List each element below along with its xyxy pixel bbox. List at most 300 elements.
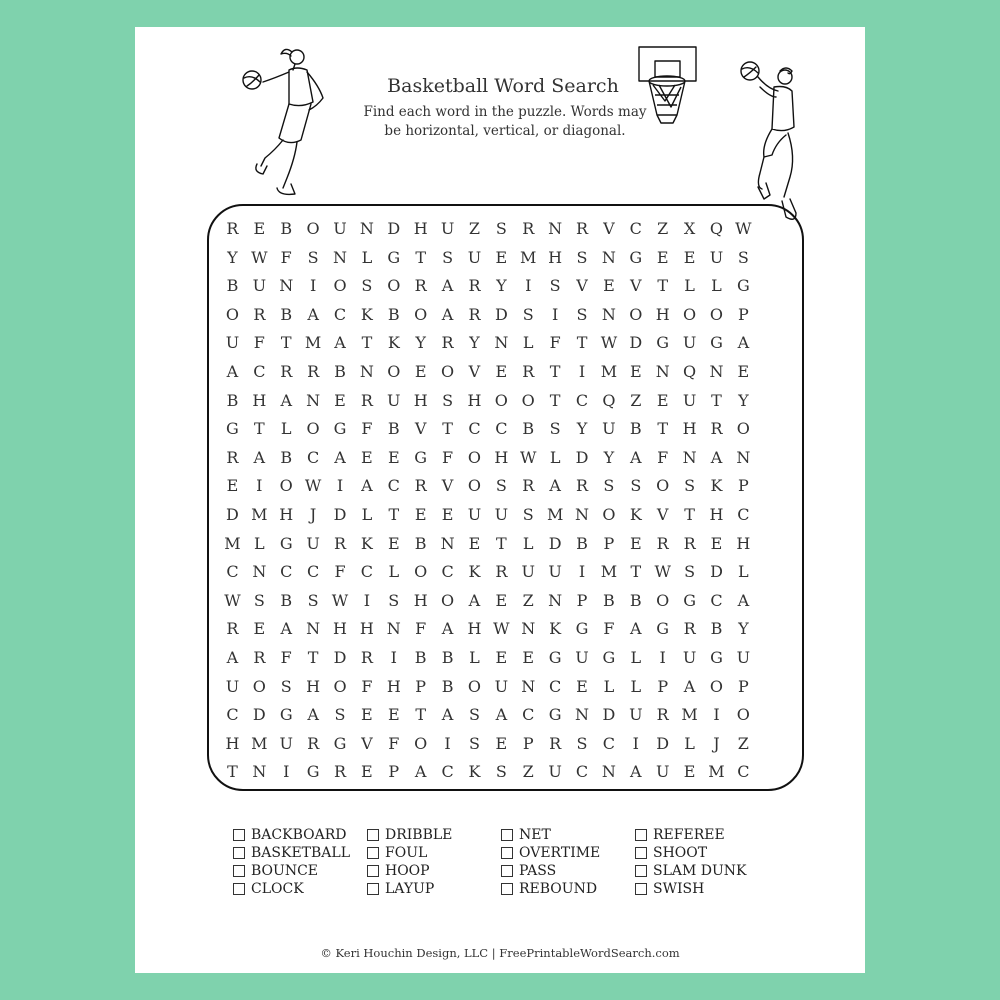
grid-letter[interactable]: H xyxy=(736,533,751,553)
grid-letter[interactable]: R xyxy=(226,219,239,238)
grid-letter[interactable]: A xyxy=(280,390,292,410)
grid-letter[interactable]: A xyxy=(307,705,319,725)
grid-letter[interactable]: E xyxy=(495,590,508,610)
grid-letter[interactable]: E xyxy=(414,504,427,524)
grid-letter[interactable]: C xyxy=(387,476,400,496)
grid-letter[interactable]: O xyxy=(467,476,482,496)
grid-letter[interactable]: R xyxy=(333,762,347,782)
grid-letter[interactable]: E xyxy=(495,647,508,667)
grid-letter[interactable]: V xyxy=(468,361,481,381)
grid-letter[interactable]: P xyxy=(388,762,400,782)
grid-letter[interactable]: P xyxy=(415,676,427,696)
grid-letter[interactable]: S xyxy=(576,247,588,267)
word-item[interactable] xyxy=(501,880,635,898)
grid-letter[interactable]: O xyxy=(736,419,750,439)
word-item[interactable] xyxy=(233,880,367,898)
grid-letter[interactable]: U xyxy=(548,562,562,582)
grid-letter[interactable]: G xyxy=(710,333,723,353)
grid-letter[interactable]: R xyxy=(522,219,535,238)
grid-letter[interactable]: M xyxy=(600,562,618,582)
grid-letter[interactable]: C xyxy=(602,733,616,753)
grid-letter[interactable]: C xyxy=(468,419,481,439)
grid-letter[interactable]: L xyxy=(684,276,695,296)
grid-letter[interactable]: G xyxy=(333,733,347,753)
grid-letter[interactable]: G xyxy=(656,619,670,639)
grid-letter[interactable]: N xyxy=(521,676,536,696)
grid-letter[interactable]: A xyxy=(495,705,508,725)
grid-letter[interactable]: H xyxy=(279,504,294,524)
grid-letter[interactable]: R xyxy=(495,562,508,582)
grid-letter[interactable]: O xyxy=(225,304,239,324)
grid-letter[interactable]: U xyxy=(225,676,240,696)
grid-letter[interactable]: G xyxy=(683,590,696,610)
grid-letter[interactable]: G xyxy=(736,276,750,296)
grid-letter[interactable]: P xyxy=(576,590,588,610)
grid-letter[interactable]: D xyxy=(710,562,723,582)
grid-letter[interactable]: Z xyxy=(657,219,669,238)
grid-letter[interactable]: C xyxy=(280,562,293,582)
grid-letter[interactable]: O xyxy=(414,733,428,753)
grid-letter[interactable]: Z xyxy=(522,590,534,610)
grid-letter[interactable]: B xyxy=(441,676,454,696)
grid-letter[interactable]: A xyxy=(441,619,454,639)
grid-letter[interactable]: N xyxy=(601,247,616,267)
grid-letter[interactable]: F xyxy=(603,619,615,639)
grid-letter[interactable]: Y xyxy=(469,333,480,353)
word-item[interactable] xyxy=(635,862,769,880)
grid-letter[interactable]: F xyxy=(442,447,454,467)
grid-letter[interactable]: G xyxy=(710,647,723,667)
grid-letter[interactable]: F xyxy=(549,333,561,353)
grid-letter[interactable]: A xyxy=(683,676,696,696)
grid-letter[interactable]: B xyxy=(710,619,723,639)
grid-letter[interactable]: M xyxy=(600,361,618,381)
grid-letter[interactable]: Y xyxy=(576,419,588,439)
grid-letter[interactable]: N xyxy=(601,304,616,324)
grid-letter[interactable]: D xyxy=(494,304,508,324)
grid-letter[interactable]: M xyxy=(251,504,268,524)
grid-letter[interactable]: R xyxy=(307,361,320,381)
grid-letter[interactable]: O xyxy=(709,676,724,696)
grid-letter[interactable]: U xyxy=(602,419,616,439)
grid-letter[interactable]: S xyxy=(307,590,319,610)
grid-letter[interactable]: N xyxy=(709,361,724,381)
grid-letter[interactable]: H xyxy=(413,390,428,410)
grid-letter[interactable]: E xyxy=(361,705,373,725)
grid-letter[interactable]: Z xyxy=(737,733,749,753)
grid-letter[interactable]: N xyxy=(575,504,590,524)
grid-letter[interactable]: L xyxy=(522,533,534,553)
grid-letter[interactable]: E xyxy=(334,390,346,410)
grid-letter[interactable]: Y xyxy=(738,619,749,639)
grid-letter[interactable]: H xyxy=(386,676,401,696)
grid-letter[interactable]: R xyxy=(414,476,427,496)
grid-letter[interactable]: N xyxy=(494,333,509,353)
grid-letter[interactable]: M xyxy=(251,733,268,753)
grid-letter[interactable]: H xyxy=(413,219,428,238)
grid-letter[interactable]: B xyxy=(226,390,239,410)
grid-letter[interactable]: G xyxy=(279,705,293,725)
grid-letter[interactable]: D xyxy=(252,705,266,725)
grid-letter[interactable]: U xyxy=(682,390,697,410)
word-item[interactable] xyxy=(635,826,769,844)
grid-letter[interactable]: O xyxy=(629,304,643,324)
grid-letter[interactable]: G xyxy=(306,762,320,782)
checkbox[interactable] xyxy=(367,847,379,859)
grid-letter[interactable]: S xyxy=(684,562,696,582)
word-item[interactable] xyxy=(233,844,367,862)
grid-letter[interactable]: L xyxy=(522,333,534,353)
grid-letter[interactable]: E xyxy=(387,447,400,467)
grid-letter[interactable]: E xyxy=(495,361,508,381)
grid-letter[interactable]: S xyxy=(334,705,346,725)
grid-letter[interactable]: M xyxy=(681,705,698,725)
grid-letter[interactable]: I xyxy=(444,733,451,753)
grid-letter[interactable]: P xyxy=(603,533,615,553)
grid-letter[interactable]: M xyxy=(224,533,241,553)
grid-letter[interactable]: I xyxy=(713,705,720,725)
checkbox[interactable] xyxy=(635,829,647,841)
grid-letter[interactable]: K xyxy=(468,762,481,782)
grid-letter[interactable]: H xyxy=(709,504,724,524)
grid-letter[interactable]: P xyxy=(737,476,749,496)
grid-letter[interactable]: R xyxy=(683,619,696,639)
grid-letter[interactable]: W xyxy=(304,476,322,496)
grid-letter[interactable]: M xyxy=(304,333,322,353)
grid-letter[interactable]: E xyxy=(683,762,696,782)
grid-letter[interactable]: O xyxy=(252,676,266,696)
grid-letter[interactable]: C xyxy=(710,590,723,610)
grid-letter[interactable]: R xyxy=(360,390,373,410)
grid-letter[interactable]: N xyxy=(306,619,321,639)
grid-letter[interactable]: E xyxy=(683,247,696,267)
grid-letter[interactable]: U xyxy=(387,390,401,410)
grid-letter[interactable]: T xyxy=(630,562,642,582)
grid-letter[interactable]: L xyxy=(388,562,400,582)
grid-letter[interactable]: T xyxy=(442,419,453,439)
grid-letter[interactable]: L xyxy=(361,504,373,524)
grid-letter[interactable]: D xyxy=(333,647,347,667)
grid-letter[interactable]: A xyxy=(414,762,427,782)
grid-letter[interactable]: S xyxy=(684,476,696,496)
grid-letter[interactable]: A xyxy=(334,333,346,353)
grid-letter[interactable]: N xyxy=(548,219,563,238)
grid-letter[interactable]: O xyxy=(387,361,401,381)
grid-letter[interactable]: R xyxy=(522,476,535,496)
grid-letter[interactable]: A xyxy=(441,304,454,324)
grid-letter[interactable]: I xyxy=(525,276,532,296)
grid-letter[interactable]: T xyxy=(549,361,561,381)
grid-letter[interactable]: E xyxy=(522,647,535,667)
grid-letter[interactable]: L xyxy=(684,733,695,753)
grid-letter[interactable]: M xyxy=(708,762,725,782)
grid-letter[interactable]: N xyxy=(333,247,347,267)
grid-letter[interactable]: T xyxy=(496,533,507,553)
grid-letter[interactable]: H xyxy=(333,619,347,639)
grid-letter[interactable]: I xyxy=(283,762,290,782)
grid-letter[interactable]: W xyxy=(520,447,537,467)
grid-letter[interactable]: S xyxy=(280,676,292,696)
grid-letter[interactable]: E xyxy=(387,533,400,553)
grid-letter[interactable]: T xyxy=(657,276,669,296)
grid-letter[interactable]: S xyxy=(307,247,319,267)
grid-letter[interactable]: B xyxy=(629,419,642,439)
grid-letter[interactable]: O xyxy=(494,390,508,410)
word-item[interactable] xyxy=(635,844,769,862)
grid-letter[interactable]: M xyxy=(546,504,564,524)
grid-letter[interactable]: T xyxy=(280,333,292,353)
grid-letter[interactable]: K xyxy=(549,619,562,639)
grid-letter[interactable]: I xyxy=(336,476,344,496)
grid-letter[interactable]: L xyxy=(711,276,722,296)
grid-letter[interactable]: R xyxy=(307,733,320,753)
grid-letter[interactable]: N xyxy=(655,361,670,381)
word-item[interactable] xyxy=(367,862,501,880)
grid-letter[interactable]: U xyxy=(252,276,267,296)
grid-letter[interactable]: E xyxy=(387,705,400,725)
grid-letter[interactable]: E xyxy=(253,619,266,639)
grid-letter[interactable]: U xyxy=(440,219,455,238)
grid-letter[interactable]: M xyxy=(520,247,537,267)
grid-letter[interactable]: T xyxy=(711,390,722,410)
word-item[interactable] xyxy=(367,826,501,844)
grid-letter[interactable]: Y xyxy=(227,247,238,267)
grid-letter[interactable]: D xyxy=(226,504,239,524)
grid-letter[interactable]: Y xyxy=(496,276,507,296)
grid-letter[interactable]: N xyxy=(279,276,294,296)
grid-letter[interactable]: E xyxy=(441,504,454,524)
grid-letter[interactable]: N xyxy=(682,447,697,467)
grid-letter[interactable]: F xyxy=(253,333,265,353)
grid-letter[interactable]: U xyxy=(306,533,320,553)
grid-letter[interactable]: T xyxy=(549,390,561,410)
grid-letter[interactable]: S xyxy=(468,705,480,725)
grid-letter[interactable]: H xyxy=(413,590,428,610)
grid-letter[interactable]: E xyxy=(495,733,508,753)
grid-letter[interactable]: N xyxy=(521,619,536,639)
grid-letter[interactable]: F xyxy=(657,447,669,467)
grid-letter[interactable]: O xyxy=(414,304,428,324)
grid-letter[interactable]: A xyxy=(468,590,481,610)
grid-letter[interactable]: R xyxy=(226,447,239,467)
grid-letter[interactable]: N xyxy=(601,762,616,782)
grid-letter[interactable]: K xyxy=(387,333,400,353)
grid-letter[interactable]: B xyxy=(280,219,293,238)
grid-letter[interactable]: Z xyxy=(522,762,534,782)
grid-letter[interactable]: S xyxy=(549,276,561,296)
word-item[interactable] xyxy=(501,826,635,844)
grid-letter[interactable]: K xyxy=(710,476,723,496)
grid-letter[interactable]: Q xyxy=(683,361,697,381)
grid-letter[interactable]: E xyxy=(468,533,481,553)
grid-letter[interactable]: J xyxy=(309,504,317,524)
grid-letter[interactable]: L xyxy=(549,447,561,467)
grid-letter[interactable]: O xyxy=(279,476,293,496)
grid-letter[interactable]: A xyxy=(226,361,239,381)
grid-letter[interactable]: U xyxy=(333,219,347,238)
grid-letter[interactable]: T xyxy=(576,333,588,353)
grid-letter[interactable]: E xyxy=(710,533,723,553)
grid-letter[interactable]: D xyxy=(333,504,347,524)
grid-letter[interactable]: R xyxy=(576,476,589,496)
grid-letter[interactable]: T xyxy=(361,333,373,353)
grid-letter[interactable]: A xyxy=(334,447,346,467)
grid-letter[interactable]: E xyxy=(253,219,266,238)
grid-letter[interactable]: S xyxy=(495,476,507,496)
grid-letter[interactable]: C xyxy=(575,390,589,410)
grid-letter[interactable]: N xyxy=(359,361,374,381)
grid-letter[interactable]: U xyxy=(682,333,697,353)
grid-letter[interactable]: H xyxy=(225,733,240,753)
grid-letter[interactable]: A xyxy=(630,762,642,782)
grid-letter[interactable]: U xyxy=(494,676,509,696)
grid-letter[interactable]: H xyxy=(467,390,482,410)
grid-letter[interactable]: E xyxy=(361,447,373,467)
grid-letter[interactable]: A xyxy=(280,619,292,639)
grid-letter[interactable]: O xyxy=(467,676,482,696)
grid-letter[interactable]: G xyxy=(575,619,589,639)
grid-letter[interactable]: O xyxy=(709,304,724,324)
grid-letter[interactable]: F xyxy=(361,676,373,696)
grid-letter[interactable]: G xyxy=(629,247,643,267)
grid-letter[interactable]: N xyxy=(252,562,267,582)
grid-letter[interactable]: R xyxy=(441,333,454,353)
grid-letter[interactable]: C xyxy=(441,762,454,782)
grid-letter[interactable]: B xyxy=(387,304,400,324)
grid-letter[interactable]: T xyxy=(307,647,319,667)
grid-letter[interactable]: I xyxy=(309,276,317,296)
checkbox[interactable] xyxy=(635,883,647,895)
grid-letter[interactable]: G xyxy=(387,247,401,267)
checkbox[interactable] xyxy=(233,847,245,859)
grid-letter[interactable]: F xyxy=(280,247,292,267)
grid-letter[interactable]: V xyxy=(630,276,642,296)
grid-letter[interactable]: R xyxy=(468,276,481,296)
grid-letter[interactable]: E xyxy=(656,390,669,410)
grid-letter[interactable]: I xyxy=(390,647,397,667)
grid-letter[interactable]: T xyxy=(657,419,669,439)
word-item[interactable] xyxy=(501,844,635,862)
checkbox[interactable] xyxy=(501,847,513,859)
checkbox[interactable] xyxy=(635,847,647,859)
grid-letter[interactable]: N xyxy=(386,619,401,639)
grid-letter[interactable]: H xyxy=(252,390,267,410)
grid-letter[interactable]: C xyxy=(226,562,239,582)
grid-letter[interactable]: B xyxy=(280,590,293,610)
grid-letter[interactable]: C xyxy=(306,447,320,467)
grid-letter[interactable]: V xyxy=(603,219,615,238)
grid-letter[interactable]: F xyxy=(334,562,346,582)
grid-letter[interactable]: G xyxy=(548,705,562,725)
checkbox[interactable] xyxy=(233,865,245,877)
grid-letter[interactable]: I xyxy=(578,562,586,582)
grid-letter[interactable]: U xyxy=(709,247,724,267)
grid-letter[interactable]: U xyxy=(682,647,697,667)
grid-letter[interactable]: Y xyxy=(415,333,426,353)
grid-letter[interactable]: P xyxy=(737,676,749,696)
grid-letter[interactable]: H xyxy=(682,419,697,439)
grid-letter[interactable]: C xyxy=(575,762,589,782)
grid-letter[interactable]: A xyxy=(549,476,561,496)
grid-letter[interactable]: D xyxy=(387,219,401,238)
grid-letter[interactable]: N xyxy=(736,447,751,467)
grid-letter[interactable]: C xyxy=(333,304,347,324)
grid-letter[interactable]: B xyxy=(280,304,293,324)
grid-letter[interactable]: S xyxy=(253,590,265,610)
grid-letter[interactable]: S xyxy=(388,590,400,610)
grid-letter[interactable]: O xyxy=(656,476,670,496)
grid-letter[interactable]: Q xyxy=(709,219,724,238)
grid-letter[interactable]: O xyxy=(387,276,401,296)
grid-letter[interactable]: A xyxy=(361,476,373,496)
grid-letter[interactable]: D xyxy=(656,733,670,753)
grid-letter[interactable]: Z xyxy=(468,219,481,238)
grid-letter[interactable]: D xyxy=(575,447,589,467)
grid-letter[interactable]: A xyxy=(737,333,750,353)
grid-letter[interactable]: O xyxy=(736,705,750,725)
grid-letter[interactable]: B xyxy=(522,419,535,439)
grid-letter[interactable]: N xyxy=(440,533,455,553)
grid-letter[interactable]: U xyxy=(575,647,589,667)
grid-letter[interactable]: W xyxy=(600,333,618,353)
grid-letter[interactable]: H xyxy=(467,619,482,639)
grid-letter[interactable]: R xyxy=(226,619,239,639)
grid-letter[interactable]: E xyxy=(737,361,750,381)
grid-letter[interactable]: S xyxy=(603,476,615,496)
grid-letter[interactable]: D xyxy=(548,533,562,553)
grid-letter[interactable]: U xyxy=(548,762,562,782)
word-item[interactable] xyxy=(367,880,501,898)
grid-letter[interactable]: N xyxy=(575,705,590,725)
grid-letter[interactable]: R xyxy=(656,533,669,553)
grid-letter[interactable]: F xyxy=(415,619,427,639)
grid-letter[interactable]: H xyxy=(306,676,321,696)
grid-letter[interactable]: B xyxy=(603,590,615,610)
grid-letter[interactable]: H xyxy=(359,619,374,639)
grid-letter[interactable]: L xyxy=(603,676,615,696)
grid-letter[interactable]: S xyxy=(495,762,507,782)
grid-letter[interactable]: O xyxy=(683,304,697,324)
grid-letter[interactable]: I xyxy=(256,476,263,496)
grid-letter[interactable]: C xyxy=(226,705,239,725)
grid-letter[interactable]: J xyxy=(713,733,720,753)
grid-letter[interactable]: A xyxy=(441,705,454,725)
grid-letter[interactable]: W xyxy=(331,590,349,610)
grid-letter[interactable]: D xyxy=(602,705,616,725)
grid-letter[interactable]: A xyxy=(253,447,266,467)
grid-letter[interactable]: R xyxy=(468,304,481,324)
grid-letter[interactable]: W xyxy=(735,219,752,238)
grid-letter[interactable]: S xyxy=(576,304,588,324)
grid-letter[interactable]: U xyxy=(629,705,643,725)
grid-letter[interactable]: R xyxy=(253,647,266,667)
grid-letter[interactable]: N xyxy=(548,590,563,610)
grid-letter[interactable]: K xyxy=(360,304,373,324)
grid-letter[interactable]: O xyxy=(656,590,670,610)
grid-letter[interactable]: F xyxy=(280,647,292,667)
grid-letter[interactable]: V xyxy=(576,276,588,296)
grid-letter[interactable]: G xyxy=(656,333,670,353)
grid-letter[interactable]: E xyxy=(656,247,669,267)
grid-letter[interactable]: U xyxy=(736,647,751,667)
grid-letter[interactable]: B xyxy=(441,647,454,667)
grid-letter[interactable]: D xyxy=(629,333,643,353)
grid-letter[interactable]: G xyxy=(548,647,562,667)
checkbox[interactable] xyxy=(501,883,513,895)
grid-letter[interactable]: Z xyxy=(630,390,642,410)
word-item[interactable] xyxy=(501,862,635,880)
grid-letter[interactable]: K xyxy=(360,533,373,553)
